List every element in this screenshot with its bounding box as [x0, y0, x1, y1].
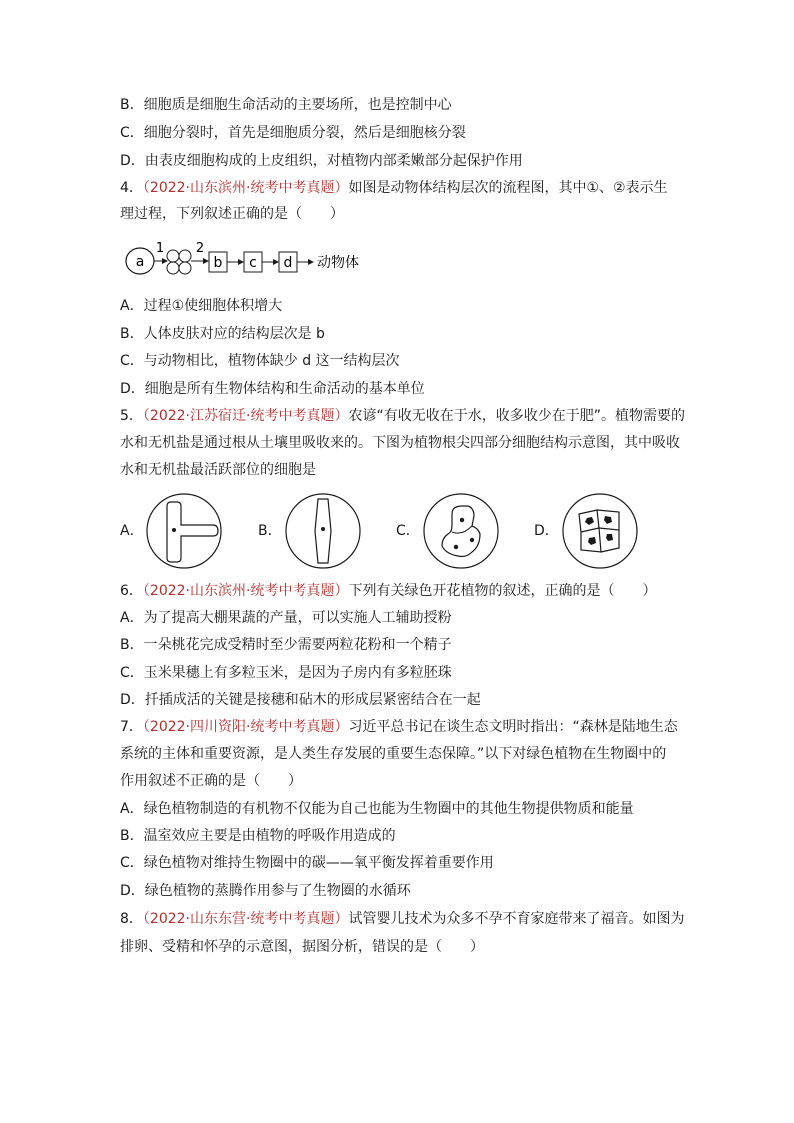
q5-stem-line1	[120, 407, 685, 425]
q4-stem-line2: 理过程，下列叙述正确的是（ ）	[120, 206, 344, 222]
q3-option-b: B．细胞质是细胞生命活动的主要场所，也是控制中心	[120, 97, 452, 113]
q6-option-d: D．扦插成活的关键是接穗和砧木的形成层紧密结合在一起	[120, 692, 481, 708]
cell-circle	[167, 250, 179, 262]
q4-option-a: A．过程①使细胞体积增大	[120, 298, 283, 314]
flow-end-label: 动物体	[317, 255, 359, 271]
q8-stem-line2: 排卵、受精和怀孕的示意图，据图分析，错误的是（ ）	[120, 939, 484, 955]
q6-option-b: B．一朵桃花完成受精时至少需要两粒花粉和一个精子	[120, 637, 452, 653]
q4-stem-text: 如图是动物体结构层次的流程图，其中①、②表示生	[348, 180, 668, 196]
q5-source: （2022·江苏宿迁·统考中考真题）	[142, 408, 349, 424]
q7-option-b: B．温室效应主要是由植物的呼吸作用造成的	[120, 828, 396, 844]
flow-node-c: c	[249, 255, 257, 271]
q5-stem-text: 农谚“有收无收在于水，收多收少在于肥”。植物需要的	[348, 408, 685, 424]
q5-label-d: D．	[534, 523, 559, 539]
q7-option-a: A．绿色植物制造的有机物不仅能为自己也能为生物圈中的其他生物提供物质和能量	[120, 801, 634, 817]
q7-stem-line1	[120, 718, 678, 736]
q7-source: （2022·四川资阳·统考中考真题）	[142, 719, 349, 735]
flow-node-a: a	[135, 254, 145, 270]
q8-stem-text: 试管婴儿技术为众多不孕不育家庭带来了福音。如图为	[348, 911, 685, 927]
q4-number: 4．	[120, 180, 143, 196]
q7-stem-line3: 作用叙述不正确的是（ ）	[120, 773, 302, 789]
q4-option-b: B．人体皮肤对应的结构层次是 b	[120, 326, 325, 342]
q6-source: （2022·山东滨州·统考中考真题）	[142, 583, 349, 599]
flow-node-b: b	[213, 255, 223, 271]
q4-option-d: D．细胞是所有生物体结构和生命活动的基本单位	[120, 381, 425, 397]
q6-option-a: A．为了提高大棚果蔬的产量，可以实施人工辅助授粉	[120, 610, 452, 626]
q5-label-b: B．	[258, 523, 282, 539]
q4-stem-line1	[120, 179, 668, 197]
q5-label-c: C．	[396, 523, 420, 539]
q8-number: 8．	[120, 911, 143, 927]
q7-stem-text: 习近平总书记在谈生态文明时指出：“森林是陆地生态	[348, 719, 678, 735]
q6-number: 6．	[120, 583, 143, 599]
flow-step-1-label: 1	[155, 241, 165, 256]
q8-source: （2022·山东东营·统考中考真题）	[142, 911, 349, 927]
q3-option-c: C．细胞分裂时，首先是细胞质分裂，然后是细胞核分裂	[120, 125, 466, 141]
q5-stem-line2: 水和无机盐是通过根从土壤里吸收来的。下图为植物根尖四部分细胞结构示意图，其中吸收	[120, 435, 680, 451]
q7-option-d: D．绿色植物的蒸腾作用参与了生物圈的水循环	[120, 883, 411, 899]
flow-node-d: d	[283, 255, 293, 271]
q5-stem-line3: 水和无机盐最活跃部位的细胞是	[120, 462, 316, 478]
cell-circle	[167, 262, 179, 274]
flow-step-2-label: 2	[195, 241, 205, 256]
q6-stem-text: 下列有关绿色开花植物的叙述，正确的是（ ）	[348, 583, 657, 599]
q5-label-a: A．	[120, 523, 144, 539]
q4-flow-diagram	[120, 236, 400, 284]
q7-number: 7．	[120, 719, 143, 735]
q6-option-c: C．玉米果穗上有多粒玉米，是因为子房内有多粒胚珠	[120, 665, 452, 681]
q5-number: 5．	[120, 408, 143, 424]
q7-option-c: C．绿色植物对维持生物圈中的碳——氧平衡发挥着重要作用	[120, 855, 494, 871]
q4-option-c: C．与动物相比，植物体缺少 d 这一结构层次	[120, 353, 400, 369]
root-hair-cell-figure	[145, 492, 223, 570]
q8-stem-line1	[120, 910, 684, 928]
elongation-cell-figure	[284, 492, 362, 570]
cell-circle	[179, 250, 191, 262]
q6-stem-line1	[120, 582, 656, 600]
q4-source: （2022·山东滨州·统考中考真题）	[142, 180, 349, 196]
q7-stem-line2: 系统的主体和重要资源，是人类生存发展的重要生态保障。”以下对绿色植物在生物圈中的	[120, 746, 667, 762]
cell-circle	[179, 262, 191, 274]
q3-option-d: D．由表皮细胞构成的上皮组织，对植物内部柔嫩部分起保护作用	[120, 153, 523, 169]
root-cap-cell-figure	[561, 492, 639, 570]
meristem-cell-figure	[422, 492, 500, 570]
